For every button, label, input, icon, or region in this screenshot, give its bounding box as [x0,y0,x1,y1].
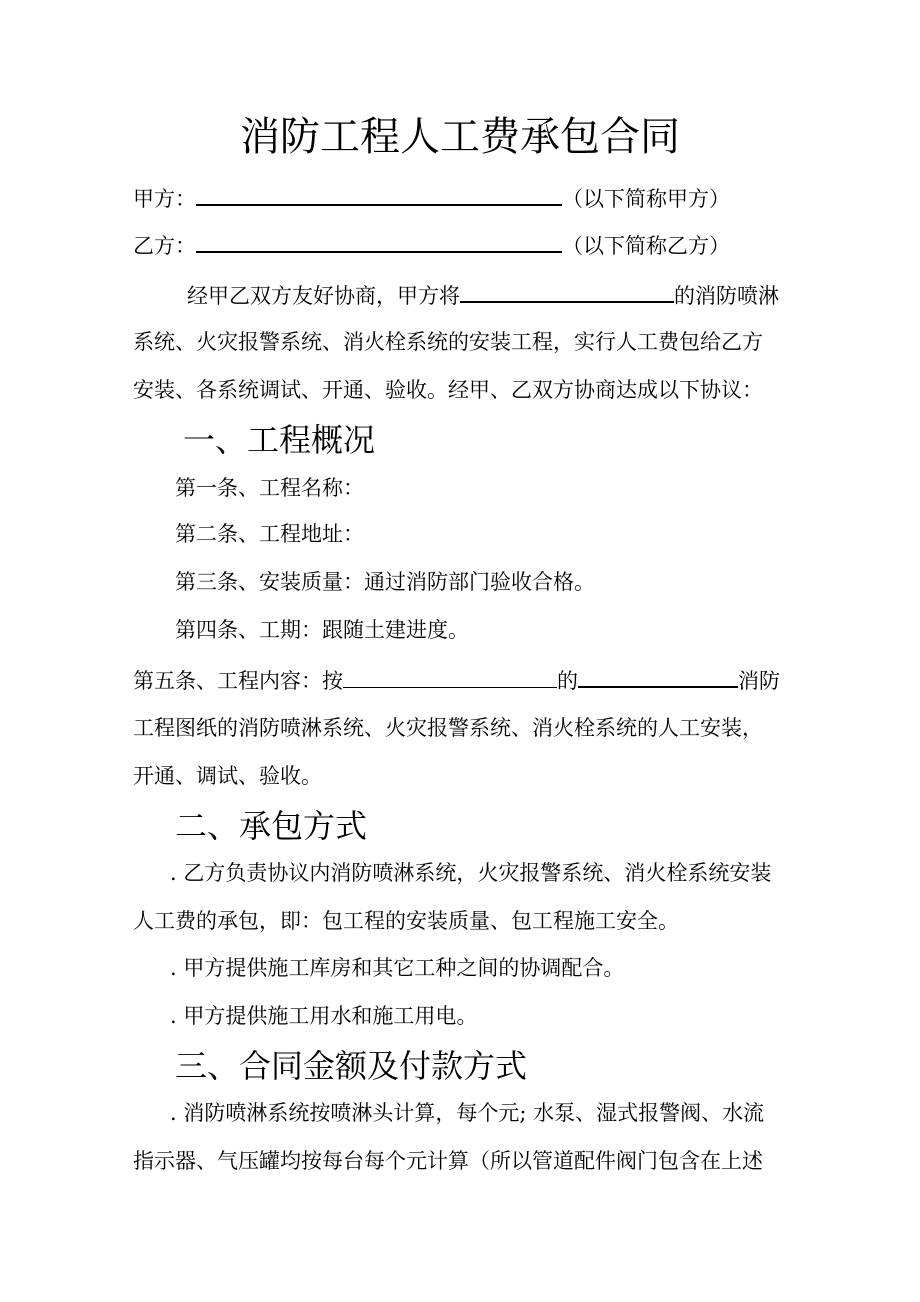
party-a-line [133,184,730,213]
intro-line-2: 系统、火灾报警系统、消火栓系统的安装工程，实行人工费包给乙方 [133,330,763,354]
article-4: 第四条、工期：跟随土建进度。 [175,618,469,642]
section-2-line-3: . 甲方提供施工库房和其它工种之间的协调配合。 [170,956,625,980]
party-b-label: 乙方： [133,234,196,258]
section-1-heading: 一、工程概况 [183,421,376,459]
section-2-line-1: . 乙方负责协议内消防喷淋系统，火灾报警系统、消火栓系统安装 [170,861,772,885]
party-a-label: 甲方： [133,187,196,211]
article-5-text: 的 [557,669,578,693]
article-2: 第二条、工程地址： [175,522,364,546]
project-blank [460,281,674,303]
section-3-line-1: . 消防喷淋系统按喷淋头计算，每个元; 水泵、湿式报警阀、水流 [170,1101,765,1125]
article-1: 第一条、工程名称： [175,476,364,500]
party-b-suffix: （以下简称乙方） [562,234,730,258]
article-5-line-1 [133,666,780,695]
party-a-blank [196,184,562,206]
intro-line-3: 安装、各系统调试、开通、验收。经甲、乙双方协商达成以下协议： [133,378,763,402]
section-2-heading: 二、承包方式 [175,807,368,845]
section-3-line-2: 指示器、气压罐均按每台每个元计算（所以管道配件阀门包含在上述 [133,1149,763,1173]
intro-line-1 [187,281,779,310]
section-3-heading: 三、合同金额及付款方式 [175,1047,528,1085]
party-b-blank [196,231,562,253]
article-5-line-2: 工程图纸的消防喷淋系统、火灾报警系统、消火栓系统的人工安装， [133,716,763,740]
article-5-blank-2 [578,666,738,688]
article-5-text: 消防 [738,669,780,693]
article-5-blank-1 [343,667,557,688]
party-a-suffix: （以下简称甲方） [562,187,730,211]
intro-text: 经甲乙双方友好协商，甲方将 [187,284,460,308]
party-b-line [133,231,730,260]
section-2-line-4: . 甲方提供施工用水和施工用电。 [170,1004,478,1028]
article-3: 第三条、安装质量：通过消防部门验收合格。 [175,570,595,594]
article-5-text: 第五条、工程内容：按 [133,669,343,693]
section-2-line-2: 人工费的承包，即：包工程的安装质量、包工程施工安全。 [133,909,679,933]
article-5-line-3: 开通、调试、验收。 [133,764,322,788]
intro-text: 的消防喷淋 [674,284,779,308]
document-title: 消防工程人工费承包合同 [240,114,680,160]
